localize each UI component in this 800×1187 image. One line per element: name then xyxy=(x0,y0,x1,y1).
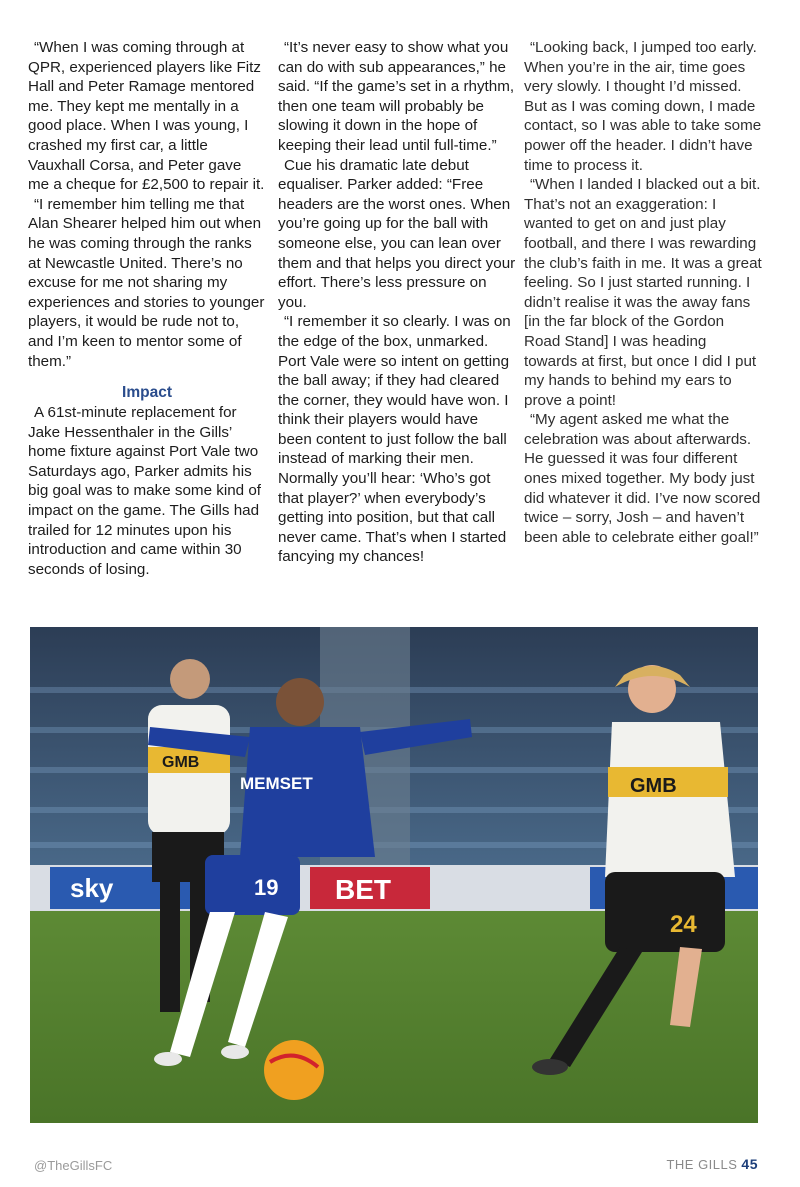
article-paragraph: “It’s never easy to show what you can do with sub appearances,” he said. “If the game’s set in a rhythm, then one team will probably be slowing it down in the hope of keeping their lead until full-time.” xyxy=(278,39,515,154)
match-photo xyxy=(30,627,758,1123)
twitter-handle: @TheGillsFC xyxy=(34,1158,113,1173)
page-footer xyxy=(666,1156,758,1172)
board-bet: BET xyxy=(335,874,391,905)
home-shorts-number: 19 xyxy=(254,875,279,900)
subhead-impact: Impact xyxy=(122,384,172,402)
article-paragraph: Cue his dramatic late debut equaliser. Parker added: “Free headers are the worst ones. When you’re going up for the ball with someone else, you can lean over them and that helps you direct your effort. There’s less pressure on you. xyxy=(278,156,516,311)
column-2 xyxy=(278,38,516,567)
article-paragraph: “I remember him telling me that Alan Shearer helped him out when he was coming through the ranks at Newcastle United. There’s no excuse for me not sharing my experiences and stories to younger players, it would be rude not to, and I’m keen to mentor some of them.” xyxy=(28,195,265,370)
column-1-top-text xyxy=(28,38,266,371)
away-shorts-number: 24 xyxy=(670,911,697,938)
column-1-bottom-text xyxy=(28,403,266,579)
article-paragraph: “Looking back, I jumped too early. When you’re in the air, time goes very slowly. I thought I’d missed. But as I was coming down, I made contact, so I was able to take some power off the header. I didn’t have time to process it. xyxy=(524,39,762,174)
away-shirt-sponsor: GMB xyxy=(630,775,677,797)
article-paragraph: “When I was coming through at QPR, experienced players like Fitz Hall and Peter Ramage mentored me. They kept me mentally in a good place. When I was young, I crashed my first car, a little Vauxhall Corsa, and Peter gave me a cheque for £2,500 to repair it. xyxy=(28,39,265,194)
magazine-name: THE GILLS xyxy=(666,1157,738,1172)
home-shirt-sponsor: MEMSET xyxy=(240,774,313,793)
article-paragraph: “When I landed I blacked out a bit. That’s not an exaggeration: I wanted to get on and just play football, and there I was rewarding the club’s faith in me. It was a great feeling. So I just started running. I didn’t realise it was the away fans [in the far block of the Gordon Road Stand] I was heading towards at first, but once I did I put my hands to behind my ears to prove a point! xyxy=(524,176,762,409)
column-1 xyxy=(28,38,266,579)
article-paragraph: “My agent asked me what the celebration was about afterwards. He guessed it was four different ones mixed together. My body just did whatever it did. I’ve now scored twice – sorry, Josh – and haven’t been able to celebrate either goal!” xyxy=(524,411,761,546)
page-number: 45 xyxy=(741,1156,758,1172)
article-paragraph: “I remember it so clearly. I was on the edge of the box, unmarked. Port Vale were so intent on getting the ball away; if they had cleared the corner, they would have won. I think their players would have been content to just follow the ball instead of marking their men. Normally you’ll hear: ‘Who’s got that player?’ when everybody’s getting into position, but that call never came. That’s when I started fancying my chances! xyxy=(278,313,511,566)
football xyxy=(264,1040,324,1100)
away-shirt-sponsor-back: GMB xyxy=(162,754,200,771)
board-sky: sky xyxy=(70,873,114,903)
column-3 xyxy=(524,38,762,547)
article-body xyxy=(28,38,768,618)
match-photo-illustration xyxy=(30,627,758,1123)
article-paragraph: A 61st-minute replacement for Jake Hessenthaler in the Gills’ home fixture against Port Vale two Saturdays ago, Parker admits his big goal was to make some kind of impact on the game. The Gills had trailed for 12 minutes upon his introduction and came within 30 seconds of losing. xyxy=(28,404,261,578)
